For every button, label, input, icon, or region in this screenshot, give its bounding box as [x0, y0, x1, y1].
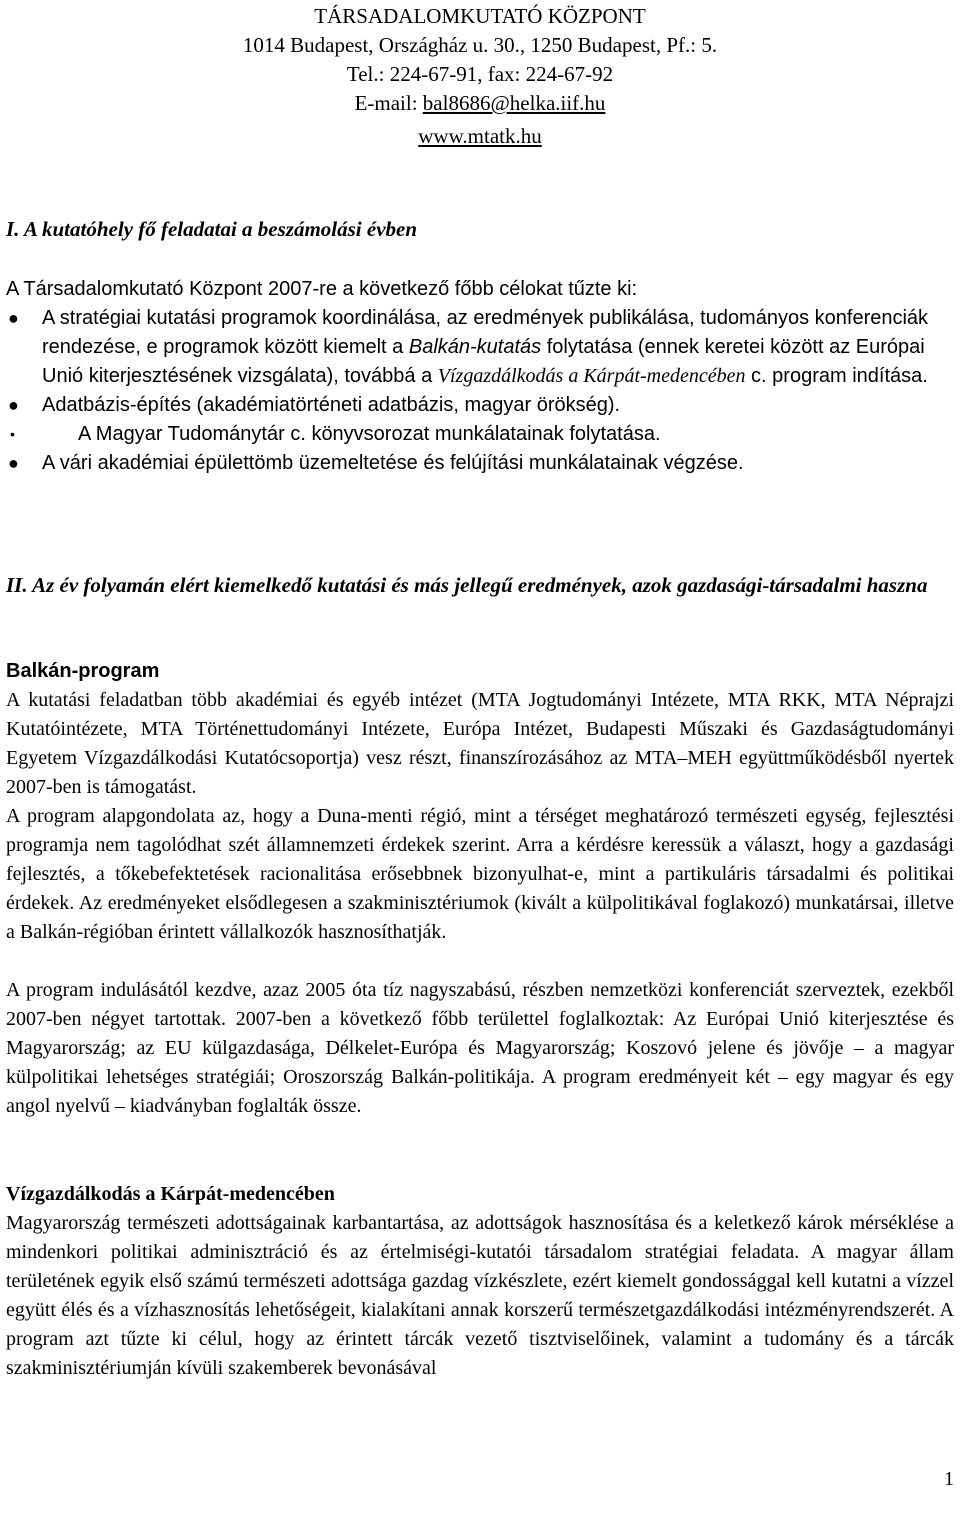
website-text[interactable]: www.mtatk.hu: [418, 124, 542, 148]
section-1-bullets: [6, 304, 954, 478]
bullet-dot-icon: ●: [8, 453, 19, 473]
water-heading: Vízgazdálkodás a Kárpát-medencében: [6, 1183, 335, 1205]
bullet-dot-icon: ●: [8, 308, 19, 328]
email-link[interactable]: bal8686@helka.iif.hu: [422, 91, 606, 115]
org-phone: Tel.: 224-67-91, fax: 224-67-92: [346, 62, 614, 86]
page-number: 1: [944, 1468, 954, 1490]
balkan-heading: Balkán-program: [6, 660, 160, 682]
balkan-paragraph-1: A kutatási feladatban több akadémiai és egyéb intézet (MTA Jogtudományi Intézete, MTA RKK, MTA Néprajzi Kutatóintézete, MTA Történettudományi Intézete, Európa Intézet, Budapesti Műszaki és Gazdaságtudományi Egyetem Vízgazdálkodási Kutatócsoportja) vesz részt, finanszírozásához az MTA–MEH együttműködésből nyertek 2007-ben is támogatást.: [6, 689, 954, 798]
org-name: TÁRSADALOMKUTATÓ KÖZPONT: [314, 4, 646, 28]
bullet-dot-icon: ●: [8, 395, 19, 415]
balkan-paragraph-3: A program indulásától kezdve, azaz 2005 óta tíz nagyszabású, részben nemzetközi konferenciát szerveztek, ezekből 2007-ben négyet tartottak. 2007-ben a következő főbb területtel foglalkoztak: Az Európai Unió kiterjesztése és Magyarország; az EU külgazdasága, Délkelet-Európa és Magyarország; Koszovó jelene és jövője – a magyar külpolitikai lehetséges stratégiái; Oroszország Balkán-politikája. A program eredményeit két – egy magyar és egy angol nyelvű – kiadványban foglalták össze.: [6, 979, 954, 1117]
balkan-paragraph-2: A program alapgondolata az, hogy a Duna-menti régió, mint a térséget meghatározó természeti egység, fejlesztési programja nem tagolódhat szét államnemzeti érdekek szerint. Arra a kérdésre keressük a választ, hogy a gazdasági fejlesztés, a tőkebefektetések racionalitása erősebbnek bizonyulhat-e, mint a partikuláris társadalmi és politikai érdekek. Az eredményeket elsődlegesen a szakminisztériumok (kivált a külpolitikával foglakozó) munkatársai, illetve a Balkán-régióban érintett vállalkozók hasznosíthatják.: [6, 805, 954, 943]
org-email-line: [0, 89, 960, 118]
section-2-title: II. Az év folyamán elért kiemelkedő kutatási és más jellegű eredmények, azok gazdasági-társadalmi haszna: [6, 573, 928, 597]
section-1-intro: A Társadalomkutató Központ 2007-re a következő főbb célokat tűzte ki:: [6, 278, 638, 300]
section-1-title: I. A kutatóhely fő feladatai a beszámolási évben: [6, 217, 418, 241]
letterhead: [0, 2, 960, 151]
bullet-item: ● Adatbázis-építés (akadémiatörténeti adatbázis, magyar örökség).: [6, 391, 954, 420]
bullet-item: • A Magyar Tudománytár c. könyvsorozat munkálatainak folytatása.: [6, 420, 954, 449]
bullet-item: ● A vári akadémiai épülettömb üzemeltetése és felújítási munkálatainak végzése.: [6, 449, 954, 478]
website-link[interactable]: [0, 122, 960, 151]
org-address: 1014 Budapest, Országház u. 30., 1250 Budapest, Pf.: 5.: [242, 33, 718, 57]
water-paragraph-1: Magyarország természeti adottságainak karbantartása, az adottságok hasznosítása és a keletkező károk mérséklése a mindenkori politikai adminisztráció és az értelmiségi-kutatói társadalom stratégiai feladata. A magyar állam területének egyik első számú természeti adottsága gazdag vízkészlete, ezért kiemelt gondossággal kell kutatni a vízzel együtt élés és a vízhasznosítás lehetőségeit, kialakítani annak korszerű természetgazdálkodási intézményrendszerét. A program azt tűzte ki célul, hogy az érintett tárcák vezető tisztviselőinek, valamint a tudomány és a tárcák szakminisztériumján kívüli szakemberek bevonásával: [6, 1212, 954, 1379]
email-label: E-mail:: [354, 91, 423, 115]
bullet-item: ● A stratégiai kutatási programok koordinálása, az eredmények publikálása, tudományos konferenciák rendezése, e programok között kiemelt a Balkán-kutatás folytatása (ennek keretei között az Európai Unió kiterjesztésének vizsgálata), továbbá a Vízgazdálkodás a Kárpát-medencében c. program indítása.: [6, 304, 954, 391]
bullet-dot-icon: •: [10, 426, 15, 442]
